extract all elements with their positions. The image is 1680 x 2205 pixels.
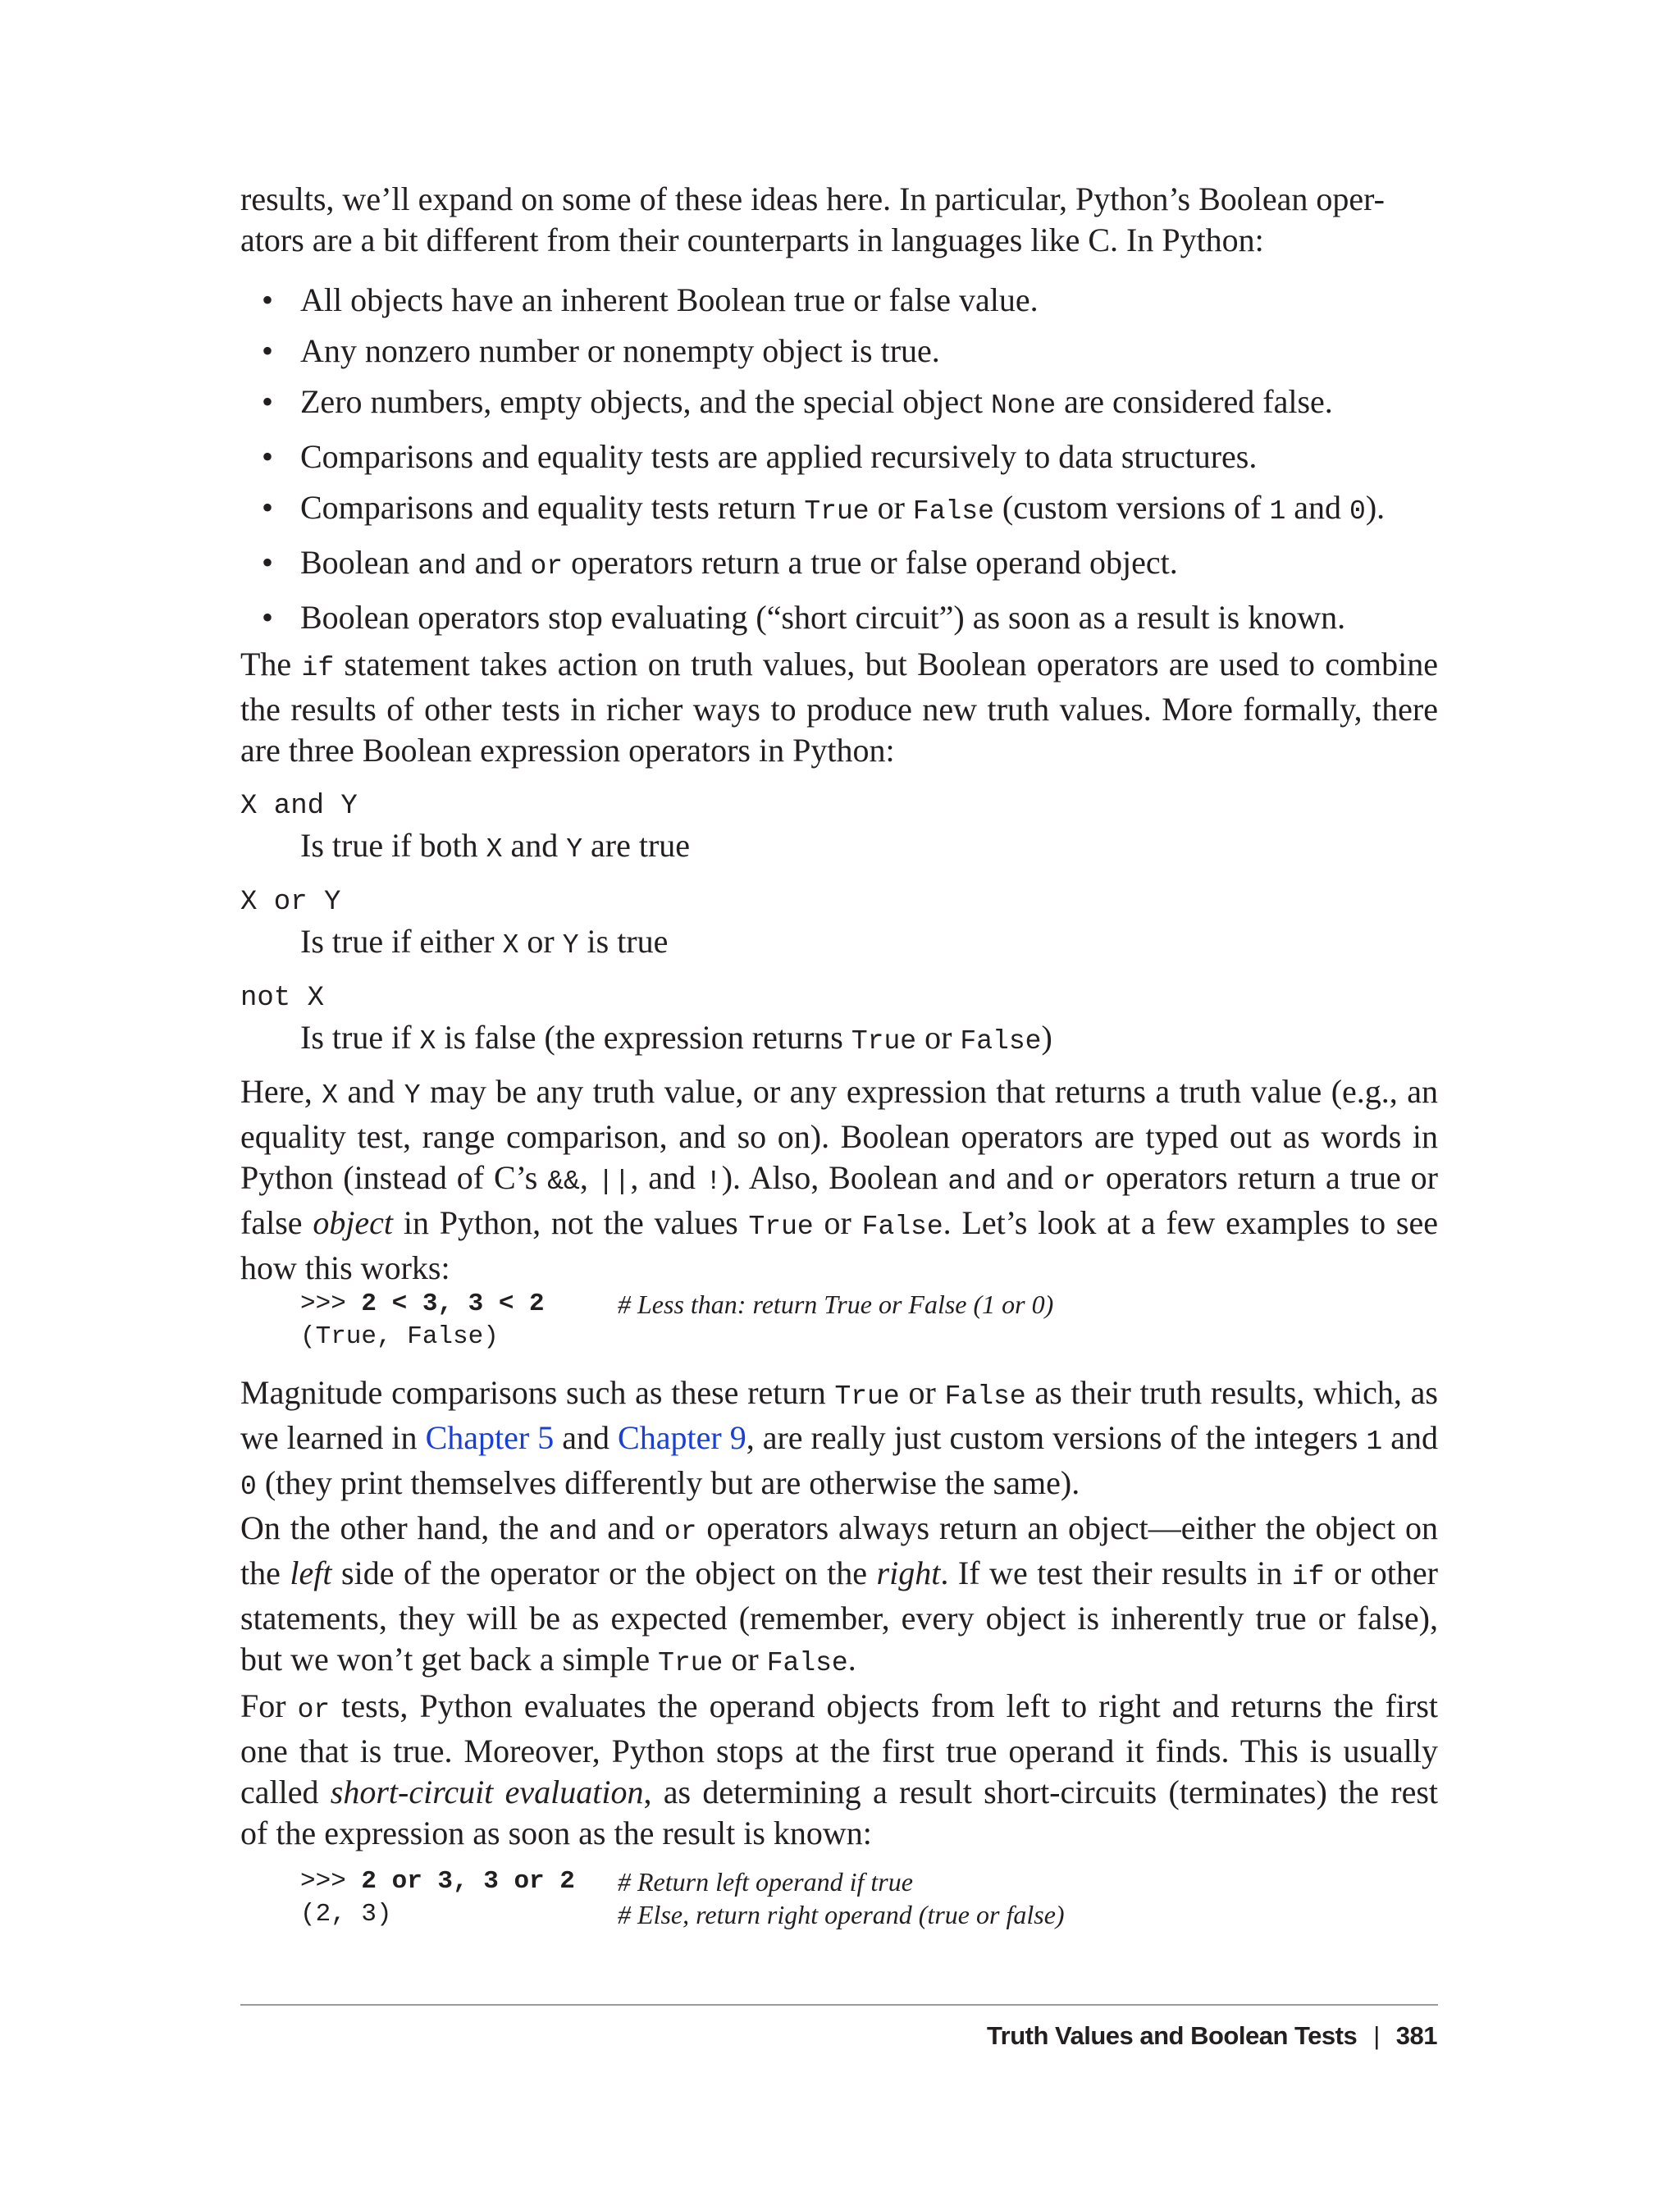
inline-code: if xyxy=(301,653,335,683)
chapter-9-link[interactable]: Chapter 9 xyxy=(618,1419,746,1456)
inline-code: None xyxy=(990,390,1057,421)
operator-definition-list xyxy=(240,788,1438,1075)
footer-rule xyxy=(240,2004,1438,2006)
bullet-icon: • xyxy=(262,332,274,369)
inline-code: and xyxy=(418,551,467,582)
paragraph-or-tests: For or tests, Python evaluates the operand objects from left to right and returns the first one that is true. Moreover, Python stops at the first true operand it finds. This is usually called short-circuit evaluation, as determining a result short-circuits (terminates) the rest of the expression as soon as the result is known: xyxy=(240,1687,1439,1851)
intro-line-1: results, we’ll expand on some of these ideas here. In particular, Python’s Boolean oper- xyxy=(240,180,1385,217)
definition-description: Is true if either X or Y is true xyxy=(300,923,669,961)
paragraph-if-statement: The if statement takes action on truth values, but Boolean operators are used to combine the results of other tests in richer ways to produce new truth values. More formally, there are three Boolean expression operators in Python: xyxy=(240,646,1438,769)
paragraph-here: Here, X and Y may be any truth value, or any expression that returns a truth value (e.g., an equality test, range comparison, and so on). Boolean operators are typed out as words in Python (instead of C’s &&, ||, and !). Also, Boolean and and or operators return a true or false object in Python, not the values True or False. Let’s look at a few examples to see how this works: xyxy=(240,1073,1438,1286)
inline-code: False xyxy=(912,496,994,527)
page-footer xyxy=(987,2020,1437,2052)
list-item: • Zero numbers, empty objects, and the special object None are considered false. xyxy=(262,383,1333,421)
list-item: • Any nonzero number or nonempty object is true. xyxy=(240,331,1438,372)
bullet-icon: • xyxy=(262,281,274,318)
definition-description: Is true if X is false (the expression returns True or False) xyxy=(300,1019,1052,1057)
definition-term: not X xyxy=(240,983,325,1014)
list-item: • Boolean and and or operators return a true or false operand object. xyxy=(262,544,1178,582)
page-number: 381 xyxy=(1395,2021,1437,2050)
bullet-icon: • xyxy=(262,599,274,636)
code-example-1 xyxy=(300,1288,1053,1354)
intro-paragraph xyxy=(240,179,1438,261)
code-line: >>> 2 < 3, 3 < 2 # Less than: return True or False (1 or 0) xyxy=(300,1290,1054,1319)
code-comment: # Less than: return True or False (1 or 0) xyxy=(618,1290,1054,1319)
bullet-icon: • xyxy=(262,489,274,526)
footer-separator: | xyxy=(1373,2021,1380,2050)
list-item: • Comparisons and equality tests are applied recursively to data structures. xyxy=(240,436,1438,477)
chapter-5-link[interactable]: Chapter 5 xyxy=(425,1419,555,1456)
code-example-2 xyxy=(300,1865,1065,1931)
definition-term: X or Y xyxy=(240,887,341,918)
inline-code: 0 xyxy=(1349,496,1366,527)
code-output-line: (True, False) xyxy=(300,1322,499,1351)
inline-code: 1 xyxy=(1269,496,1286,527)
running-footer-title: Truth Values and Boolean Tests xyxy=(986,2021,1358,2050)
inline-code: True xyxy=(804,496,870,527)
intro-line-2: ators are a bit different from their counterparts in languages like C. In Python: xyxy=(240,221,1264,258)
definition-description: Is true if both X and Y are true xyxy=(300,827,691,865)
list-item: • Boolean operators stop evaluating (“short circuit”) as soon as a result is known. xyxy=(240,597,1438,638)
inline-code: or xyxy=(530,551,564,582)
list-item: • All objects have an inherent Boolean true or false value. xyxy=(240,280,1438,321)
bullet-icon: • xyxy=(262,544,274,581)
bullet-icon: • xyxy=(262,383,274,420)
definition-term: X and Y xyxy=(240,791,358,822)
bullet-list xyxy=(240,280,1438,648)
code-comment: # Return left operand if true xyxy=(618,1867,913,1897)
paragraph-other-hand: On the other hand, the and and or operators always return an object—either the object on the left side of the operator or the object on the right. If we test their results in if or other statements, they will be as expected (remember, every object is inherently true or false), but we won’t get back a simple True or False. xyxy=(240,1509,1438,1678)
code-line: >>> 2 or 3, 3 or 2 # Return left operand if true xyxy=(300,1867,913,1897)
paragraph-magnitude: Magnitude comparisons such as these return True or False as their truth results, which, as we learned in Chapter 5 and Chapter 9, are really just custom versions of the integers 1 and 0 (they print themselves differently but are otherwise the same). xyxy=(240,1374,1438,1502)
list-item: • Comparisons and equality tests return True or False (custom versions of 1 and 0). xyxy=(262,489,1386,527)
code-output-line: (2, 3) # Else, return right operand (true or false) xyxy=(300,1900,1065,1929)
code-comment: # Else, return right operand (true or false) xyxy=(618,1900,1065,1929)
bullet-icon: • xyxy=(262,438,274,475)
